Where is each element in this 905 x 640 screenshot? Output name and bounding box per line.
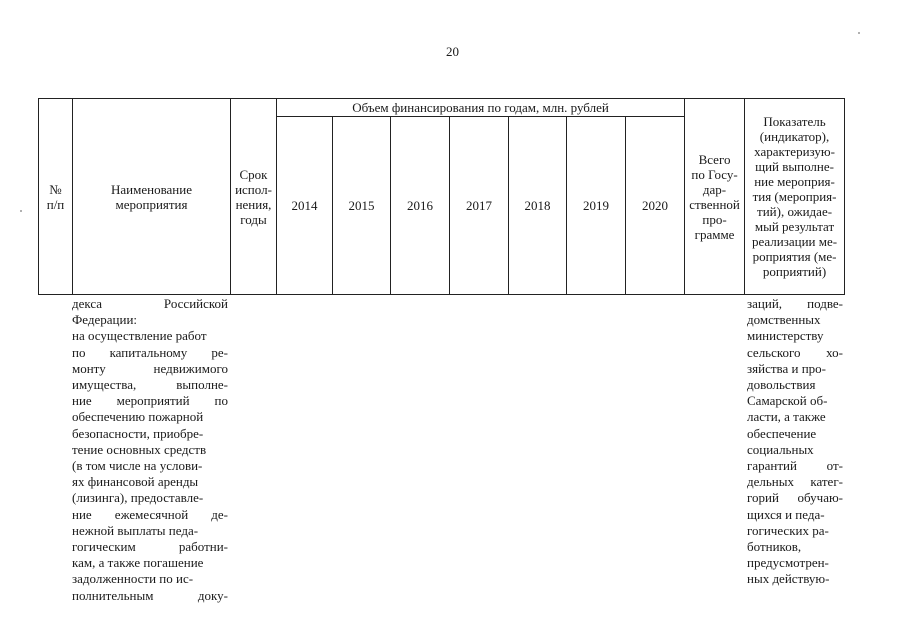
header-line: ственной: [689, 196, 740, 212]
word: монту: [72, 360, 106, 376]
word: катег-: [810, 474, 843, 490]
word: ботников,: [747, 539, 802, 555]
header-line: (индикатор),: [759, 129, 830, 144]
word: тение основных средств: [72, 441, 207, 457]
word: мероприятий: [116, 393, 190, 409]
word: задолженности по ис-: [72, 571, 194, 587]
word: обеспечению пожарной: [72, 409, 204, 425]
header-line: мый результат: [754, 219, 835, 234]
word: зяйства и про-: [747, 360, 827, 376]
word: Российской: [163, 296, 228, 311]
word: гогическим: [72, 539, 136, 555]
header-line: по Госу-: [691, 166, 738, 182]
text-line: [72, 539, 228, 555]
text-line: [747, 555, 843, 571]
word: ре-: [211, 344, 228, 360]
text-line: [72, 571, 228, 587]
text-line: [747, 426, 843, 442]
word: доку-: [197, 587, 228, 603]
word: ных действую-: [747, 571, 830, 587]
header-line: грамме: [694, 226, 735, 242]
word: ях финансовой аренды: [72, 474, 199, 490]
word: сельского: [747, 344, 801, 360]
text-line: [72, 458, 228, 474]
text-line: [72, 393, 228, 409]
text-line: [72, 442, 228, 458]
text-line: [72, 426, 228, 442]
word: хо-: [826, 344, 843, 360]
word: (лизинга), предоставле-: [72, 490, 204, 506]
word: ние: [72, 506, 92, 522]
year-2020: 2020: [626, 117, 685, 295]
word: предусмотрен-: [747, 555, 829, 571]
text-line: [747, 571, 843, 587]
text-line: [747, 377, 843, 393]
text-line: [72, 523, 228, 539]
year-2017: 2017: [450, 117, 509, 295]
text-line: [747, 474, 843, 490]
col-total-header: [685, 99, 745, 295]
text-line: [747, 312, 843, 328]
word: заций,: [747, 296, 783, 311]
year-2015: 2015: [333, 117, 391, 295]
word: полнительным: [72, 587, 154, 603]
text-line: [747, 345, 843, 361]
year-2016: 2016: [391, 117, 450, 295]
header-line: годы: [240, 211, 267, 227]
text-line: [72, 555, 228, 571]
text-line: [747, 328, 843, 344]
word: (в том числе на услови-: [72, 458, 203, 474]
word: имущества,: [72, 377, 137, 393]
word: гогических ра-: [747, 522, 829, 538]
word: недвижимого: [153, 360, 228, 376]
word: на осуществление работ: [72, 328, 207, 344]
header-line: дар-: [702, 181, 727, 197]
indicator-column-continuation: [747, 296, 843, 588]
scan-speck: [20, 210, 22, 212]
text-line: [747, 409, 843, 425]
word: министерству: [747, 328, 824, 344]
text-line: [747, 507, 843, 523]
text-line: [72, 409, 228, 425]
word: социальных: [747, 441, 814, 457]
col-term-header: [231, 99, 277, 295]
word: от-: [826, 458, 843, 474]
text-line: [72, 474, 228, 490]
header-line: про-: [702, 211, 727, 227]
header-line: характеризую-: [754, 144, 835, 159]
word: обеспечение: [747, 425, 817, 441]
text-line: [72, 361, 228, 377]
word: Самарской об-: [747, 393, 828, 409]
header-line: Всего: [698, 151, 731, 167]
word: ласти, а также: [747, 409, 826, 425]
word: работни-: [178, 539, 228, 555]
word: обучаю-: [797, 490, 843, 506]
text-line: [72, 345, 228, 361]
header-line: роприятий): [762, 264, 827, 279]
text-line: [747, 361, 843, 377]
header-line: Срок: [239, 166, 268, 182]
header-line: ние мероприя-: [754, 174, 835, 189]
header-line: №: [49, 181, 62, 197]
text-line: [72, 377, 228, 393]
col-indicator-header: [745, 99, 845, 295]
scan-speck: [858, 32, 860, 34]
name-column-continuation: [72, 296, 228, 604]
text-line: [747, 442, 843, 458]
header-line: тий), ожидае-: [757, 204, 833, 219]
header-line: мероприятия: [115, 196, 188, 212]
word: выполне-: [176, 377, 228, 393]
header-line: нения,: [235, 196, 272, 212]
header-line: реализации ме-: [751, 234, 838, 249]
word: дельных: [747, 474, 794, 490]
word: по: [214, 393, 228, 409]
header-line: п/п: [46, 196, 65, 212]
word: кам, а также погашение: [72, 555, 204, 571]
word: подве-: [807, 296, 843, 311]
word: безопасности, приобре-: [72, 425, 204, 441]
word: горий: [747, 490, 779, 506]
word: ние: [72, 393, 92, 409]
word: довольствия: [747, 377, 816, 393]
header-line: щий выполне-: [755, 159, 834, 174]
year-2019: 2019: [567, 117, 626, 295]
header-line: тия (мероприя-: [752, 189, 837, 204]
text-line: [747, 393, 843, 409]
text-line: [72, 328, 228, 344]
header-line: Показатель: [763, 114, 826, 129]
text-line: [747, 458, 843, 474]
word: нежной выплаты педа-: [72, 522, 199, 538]
word: гарантий: [747, 458, 797, 474]
word: ежемесячной: [114, 506, 189, 522]
year-2014: 2014: [277, 117, 333, 295]
word: де-: [211, 506, 228, 522]
word: капитальному: [109, 344, 188, 360]
word: щихся и педа-: [747, 506, 825, 522]
funding-title: Объем финансирования по годам, млн. рублей: [277, 99, 685, 117]
text-line: [72, 296, 228, 312]
text-line: [72, 312, 228, 328]
funding-table-header: [38, 98, 845, 295]
col-num-header: [39, 99, 73, 295]
text-line: [72, 588, 228, 604]
text-line: [747, 539, 843, 555]
text-line: [747, 490, 843, 506]
page-number: 20: [446, 44, 459, 59]
text-line: [747, 296, 843, 312]
header-line: испол-: [235, 181, 272, 197]
col-name-header: [73, 99, 231, 295]
text-line: [72, 507, 228, 523]
text-line: [72, 490, 228, 506]
year-2018: 2018: [509, 117, 567, 295]
text-line: [747, 523, 843, 539]
header-line: роприятия (ме-: [752, 249, 837, 264]
word: по: [72, 344, 86, 360]
word: домственных: [747, 312, 821, 328]
header-line: Наименование: [111, 181, 192, 197]
word: декса: [72, 296, 103, 311]
word: Федерации:: [72, 312, 138, 328]
